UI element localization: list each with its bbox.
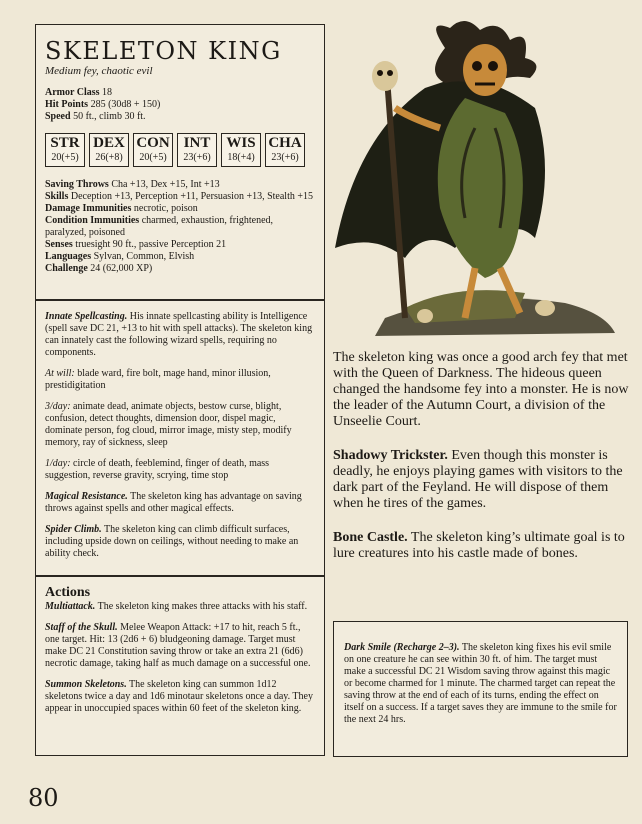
spells-at-will: At will: blade ward, fire bolt, mage hand, minor illusion, prestidigitation: [45, 368, 271, 391]
ability-con: CON 20(+5): [133, 133, 173, 167]
speed: Speed 50 ft., climb 30 ft.: [45, 111, 146, 122]
condition-immunities: Condition Immunities charmed, exhaustion, frightened, paralyzed, poisoned: [45, 215, 274, 238]
languages: Languages Sylvan, Common, Elvish: [45, 251, 195, 262]
page-number: 80: [28, 784, 59, 812]
trait-spider-climb: Spider Climb. The skeleton king can climb difficult surfaces, including upside down on ceilings, without needing to make an ability check.: [45, 524, 299, 559]
damage-immunities: Damage Immunities necrotic, poison: [45, 203, 198, 214]
sidebar-text: The skeleton king fixes his evil smile on one creature he can see within 30 ft. of him. The target must make a successful DC 21 Wisdom saving throw against this magic or become charmed for 1 minute. The charmed target can repeat the saving throw at the end of each of its turns, ending the effect on itself on a success. If a target saves they are immune to the smile for the next 24 hrs.: [344, 642, 617, 725]
armor-class: Armor Class 18: [45, 87, 113, 98]
trait-innate-spellcasting: Innate Spellcasting. His innate spellcasting ability is Intelligence (spell save DC 21, +13 to hit with spell attacks). The skeleton king can innately cast the following wizard spells, requiring no components.: [45, 311, 313, 358]
monster-type: Medium fey, chaotic evil: [45, 65, 153, 77]
traits-block: [35, 300, 325, 576]
dark-smile-sidebar: [333, 621, 628, 757]
narrative-text: [333, 350, 633, 580]
saving-throws: Saving Throws Cha +13, Dex +15, Int +13: [45, 179, 220, 190]
action-summon-skeletons: Summon Skeletons. The skeleton king can summon 1d12 skeletons twice a day and 1d6 minotaur skeletons once a day. They appear in unoccupied spaces within 60 feet of the skeleton king.: [45, 679, 313, 714]
skeleton-king-illustration: [315, 18, 635, 348]
action-multiattack: Multiattack. The skeleton king makes three attacks with his staff.: [45, 601, 308, 612]
sidebar-title: Dark Smile (Recharge 2–3).: [344, 642, 460, 653]
ability-wis: WIS 18(+4): [221, 133, 261, 167]
skeleton-king-icon: [315, 18, 635, 348]
narrative-bone-castle: Bone Castle. The skeleton king’s ultimate goal is to lure creatures into his castle made of bones.: [333, 530, 625, 561]
senses: Senses truesight 90 ft., passive Perception 21: [45, 239, 227, 250]
monster-name: SKELETON KING: [45, 37, 282, 65]
ability-str: STR 20(+5): [45, 133, 85, 167]
action-staff-of-the-skull: Staff of the Skull. Melee Weapon Attack: +17 to hit, reach 5 ft., one target. Hit: 13 (2d6 + 6) bludgeoning damage. Target must make DC 21 Constitution saving throw or take an extra 21 (6d6) necrotic damage, taking half as much damage on a successful one.: [45, 622, 311, 669]
actions-heading: Actions: [45, 585, 91, 600]
ability-dex: DEX 26(+8): [89, 133, 129, 167]
spells-1-day: 1/day: circle of death, feeblemind, finger of death, mass suggestion, reverse gravity, scrying, time stop: [45, 458, 270, 481]
actions-block: [35, 576, 325, 756]
challenge: Challenge 24 (62,000 XP): [45, 263, 153, 274]
ability-int: INT 23(+6): [177, 133, 217, 167]
skills: Skills Deception +13, Perception +11, Persuasion +13, Stealth +15: [45, 191, 314, 202]
hit-points: Hit Points 285 (30d8 + 150): [45, 99, 161, 110]
narrative-intro: The skeleton king was once a good arch fey that met with the Queen of Darkness. The hideous queen changed the handsome fey into a monster. He is now the leader of the Autumn Court, a division of the Unseelie Court.: [333, 350, 629, 429]
ability-cha: CHA 23(+6): [265, 133, 305, 167]
trait-magical-resistance: Magical Resistance. The skeleton king has advantage on saving throws against spells and other magical effects.: [45, 491, 302, 514]
spells-3-day: 3/day: animate dead, animate objects, bestow curse, blight, confusion, detect thoughts, dimension door, dispel magic, dominate person, fog cloud, mirror image, misty step, modify memory, ray of sickness, sleep: [45, 401, 292, 448]
narrative-trickster: Shadowy Trickster. Even though this monster is deadly, he enjoys playing games with visitors to the dark part of the Feyland. He will dispose of them when he tires of the games.: [333, 448, 623, 511]
stat-block: [35, 24, 325, 300]
ability-scores: [45, 133, 315, 167]
